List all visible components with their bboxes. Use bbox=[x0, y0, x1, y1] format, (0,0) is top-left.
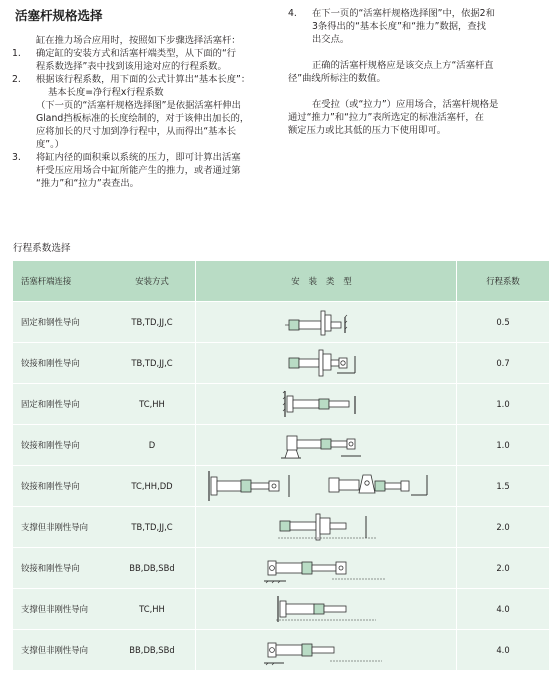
cell-factor: 0.7 bbox=[457, 343, 550, 384]
cell-factor: 2.0 bbox=[457, 507, 550, 548]
cell-diagram bbox=[196, 384, 457, 425]
step-1-number: 1. bbox=[12, 48, 21, 59]
table-row bbox=[13, 343, 549, 384]
table-header-row bbox=[13, 261, 549, 302]
step-1-line-b: 程系数选择”表中找到该用途对应的行程系数。 bbox=[36, 61, 227, 72]
instructions-left-column bbox=[12, 34, 282, 190]
stroke-factor-table bbox=[13, 261, 549, 671]
mounting-diagram-icon bbox=[256, 633, 396, 667]
step-2-number: 2. bbox=[12, 74, 21, 85]
cell-diagram bbox=[196, 466, 457, 507]
cell-diagram bbox=[196, 630, 457, 671]
table-row bbox=[13, 589, 549, 630]
cell-connection: 铰接和刚性导向 bbox=[13, 343, 109, 384]
step-4-number: 4. bbox=[288, 8, 297, 19]
header-mounting-style: 安装方式 bbox=[109, 261, 196, 302]
mounting-diagram-icon bbox=[201, 469, 451, 503]
formula: 基本长度=净行程x行程系数 bbox=[48, 87, 164, 98]
cell-mounting: BB,DB,SBd bbox=[109, 630, 196, 671]
cell-mounting: TC,HH bbox=[109, 589, 196, 630]
cell-mounting: TB,TD,JJ,C bbox=[109, 343, 196, 384]
table-row bbox=[13, 425, 549, 466]
cell-diagram bbox=[196, 425, 457, 466]
table-row bbox=[13, 507, 549, 548]
cell-connection: 铰接和刚性导向 bbox=[13, 425, 109, 466]
cell-diagram bbox=[196, 589, 457, 630]
mounting-diagram-icon bbox=[266, 510, 386, 544]
step-3-line-c: “推力”和“拉力”表查出。 bbox=[36, 178, 139, 189]
note-line-1: （下一页的“活塞杆规格选择图”是依据活塞杆伸出 bbox=[36, 100, 241, 111]
cell-mounting: TB,TD,JJ,C bbox=[109, 507, 196, 548]
table-row bbox=[13, 548, 549, 589]
cell-connection: 支撑但非刚性导向 bbox=[13, 589, 109, 630]
header-stroke-factor: 行程系数 bbox=[457, 261, 550, 302]
cell-mounting: TB,TD,JJ,C bbox=[109, 302, 196, 343]
step-3-number: 3. bbox=[12, 152, 21, 163]
cell-connection: 固定和刚性导向 bbox=[13, 384, 109, 425]
table-row bbox=[13, 384, 549, 425]
paragraph-1-line-b: 径”曲线所标注的数值。 bbox=[288, 73, 386, 84]
cell-factor: 2.0 bbox=[457, 548, 550, 589]
cell-diagram bbox=[196, 507, 457, 548]
paragraph-2-line-c: 额定压力或比其低的压力下使用即可。 bbox=[288, 125, 447, 136]
header-mounting-type: 安装类型 bbox=[196, 261, 457, 302]
table-heading: 行程系数选择 bbox=[13, 243, 71, 254]
paragraph-tension bbox=[288, 98, 538, 111]
cell-factor: 1.5 bbox=[457, 466, 550, 507]
cell-diagram bbox=[196, 343, 457, 384]
step-3 bbox=[12, 151, 282, 190]
mounting-diagram-icon bbox=[256, 551, 396, 585]
cell-connection: 铰接和刚性导向 bbox=[13, 548, 109, 589]
cell-factor: 4.0 bbox=[457, 630, 550, 671]
cell-factor: 1.0 bbox=[457, 384, 550, 425]
note-line-4: 度”。） bbox=[36, 139, 65, 150]
cell-mounting: D bbox=[109, 425, 196, 466]
note-line-2: Gland挡板标准的长度绘制的，对于该伸出加长的， bbox=[36, 113, 250, 124]
cell-connection: 铰接和刚性导向 bbox=[13, 466, 109, 507]
cell-mounting: BB,DB,SBd bbox=[109, 548, 196, 589]
paragraph-2-line-a: 在受拉（或“拉力”）应用场合，活塞杆规格是 bbox=[312, 99, 499, 110]
mounting-diagram-icon bbox=[271, 346, 381, 380]
header-rod-end-connection: 活塞杆端连接 bbox=[13, 261, 109, 302]
mounting-diagram-icon bbox=[271, 305, 381, 339]
cell-connection: 支撑但非刚性导向 bbox=[13, 630, 109, 671]
step-4-line-b: 3条得出的“基本长度”和“推力”数据，查找 bbox=[312, 21, 486, 32]
step-3-line-b: 杆受压应用场合中缸所能产生的推力，或者通过第 bbox=[36, 165, 241, 176]
cell-diagram bbox=[196, 302, 457, 343]
cell-connection: 支撑但非刚性导向 bbox=[13, 507, 109, 548]
paragraph-2-line-b: 通过“推力”和“拉力”表所选定的标准活塞杆，在 bbox=[288, 112, 484, 123]
cell-factor: 0.5 bbox=[457, 302, 550, 343]
step-2-line-a: 根据该行程系数，用下面的公式计算出“基本长度”： bbox=[36, 74, 251, 85]
step-1-line-a: 确定缸的安装方式和活塞杆端类型，从下面的“行 bbox=[36, 48, 237, 59]
step-2-note bbox=[12, 99, 282, 151]
intro-text: 缸在推力场合应用时，按照如下步骤选择活塞杆： bbox=[36, 35, 241, 46]
mounting-diagram-icon bbox=[266, 592, 386, 626]
paragraph-rod-size bbox=[288, 59, 538, 72]
instructions-right-column bbox=[288, 7, 538, 137]
step-2 bbox=[12, 73, 282, 86]
mounting-diagram-icon bbox=[271, 387, 381, 421]
paragraph-1-line-a: 正确的活塞杆规格应是该交点上方“活塞杆直 bbox=[312, 60, 494, 71]
step-1 bbox=[12, 47, 282, 73]
cell-diagram bbox=[196, 548, 457, 589]
step-4-line-a: 在下一页的“活塞杆规格选择图”中，依据2和 bbox=[312, 8, 495, 19]
mounting-diagram-icon bbox=[271, 428, 381, 462]
step-4-line-c: 出交点。 bbox=[312, 34, 350, 45]
table-row bbox=[13, 302, 549, 343]
table-row bbox=[13, 466, 549, 507]
table-row bbox=[13, 630, 549, 671]
page-title: 活塞杆规格选择 bbox=[15, 8, 103, 23]
step-4 bbox=[288, 7, 538, 46]
cell-mounting: TC,HH,DD bbox=[109, 466, 196, 507]
note-line-3: 应将加长的尺寸加到净行程中，从而得出“基本长 bbox=[36, 126, 237, 137]
cell-connection: 固定和钢性导向 bbox=[13, 302, 109, 343]
step-3-line-a: 将缸内径的面积乘以系统的压力，即可计算出活塞 bbox=[36, 152, 241, 163]
cell-factor: 4.0 bbox=[457, 589, 550, 630]
cell-mounting: TC,HH bbox=[109, 384, 196, 425]
cell-factor: 1.0 bbox=[457, 425, 550, 466]
